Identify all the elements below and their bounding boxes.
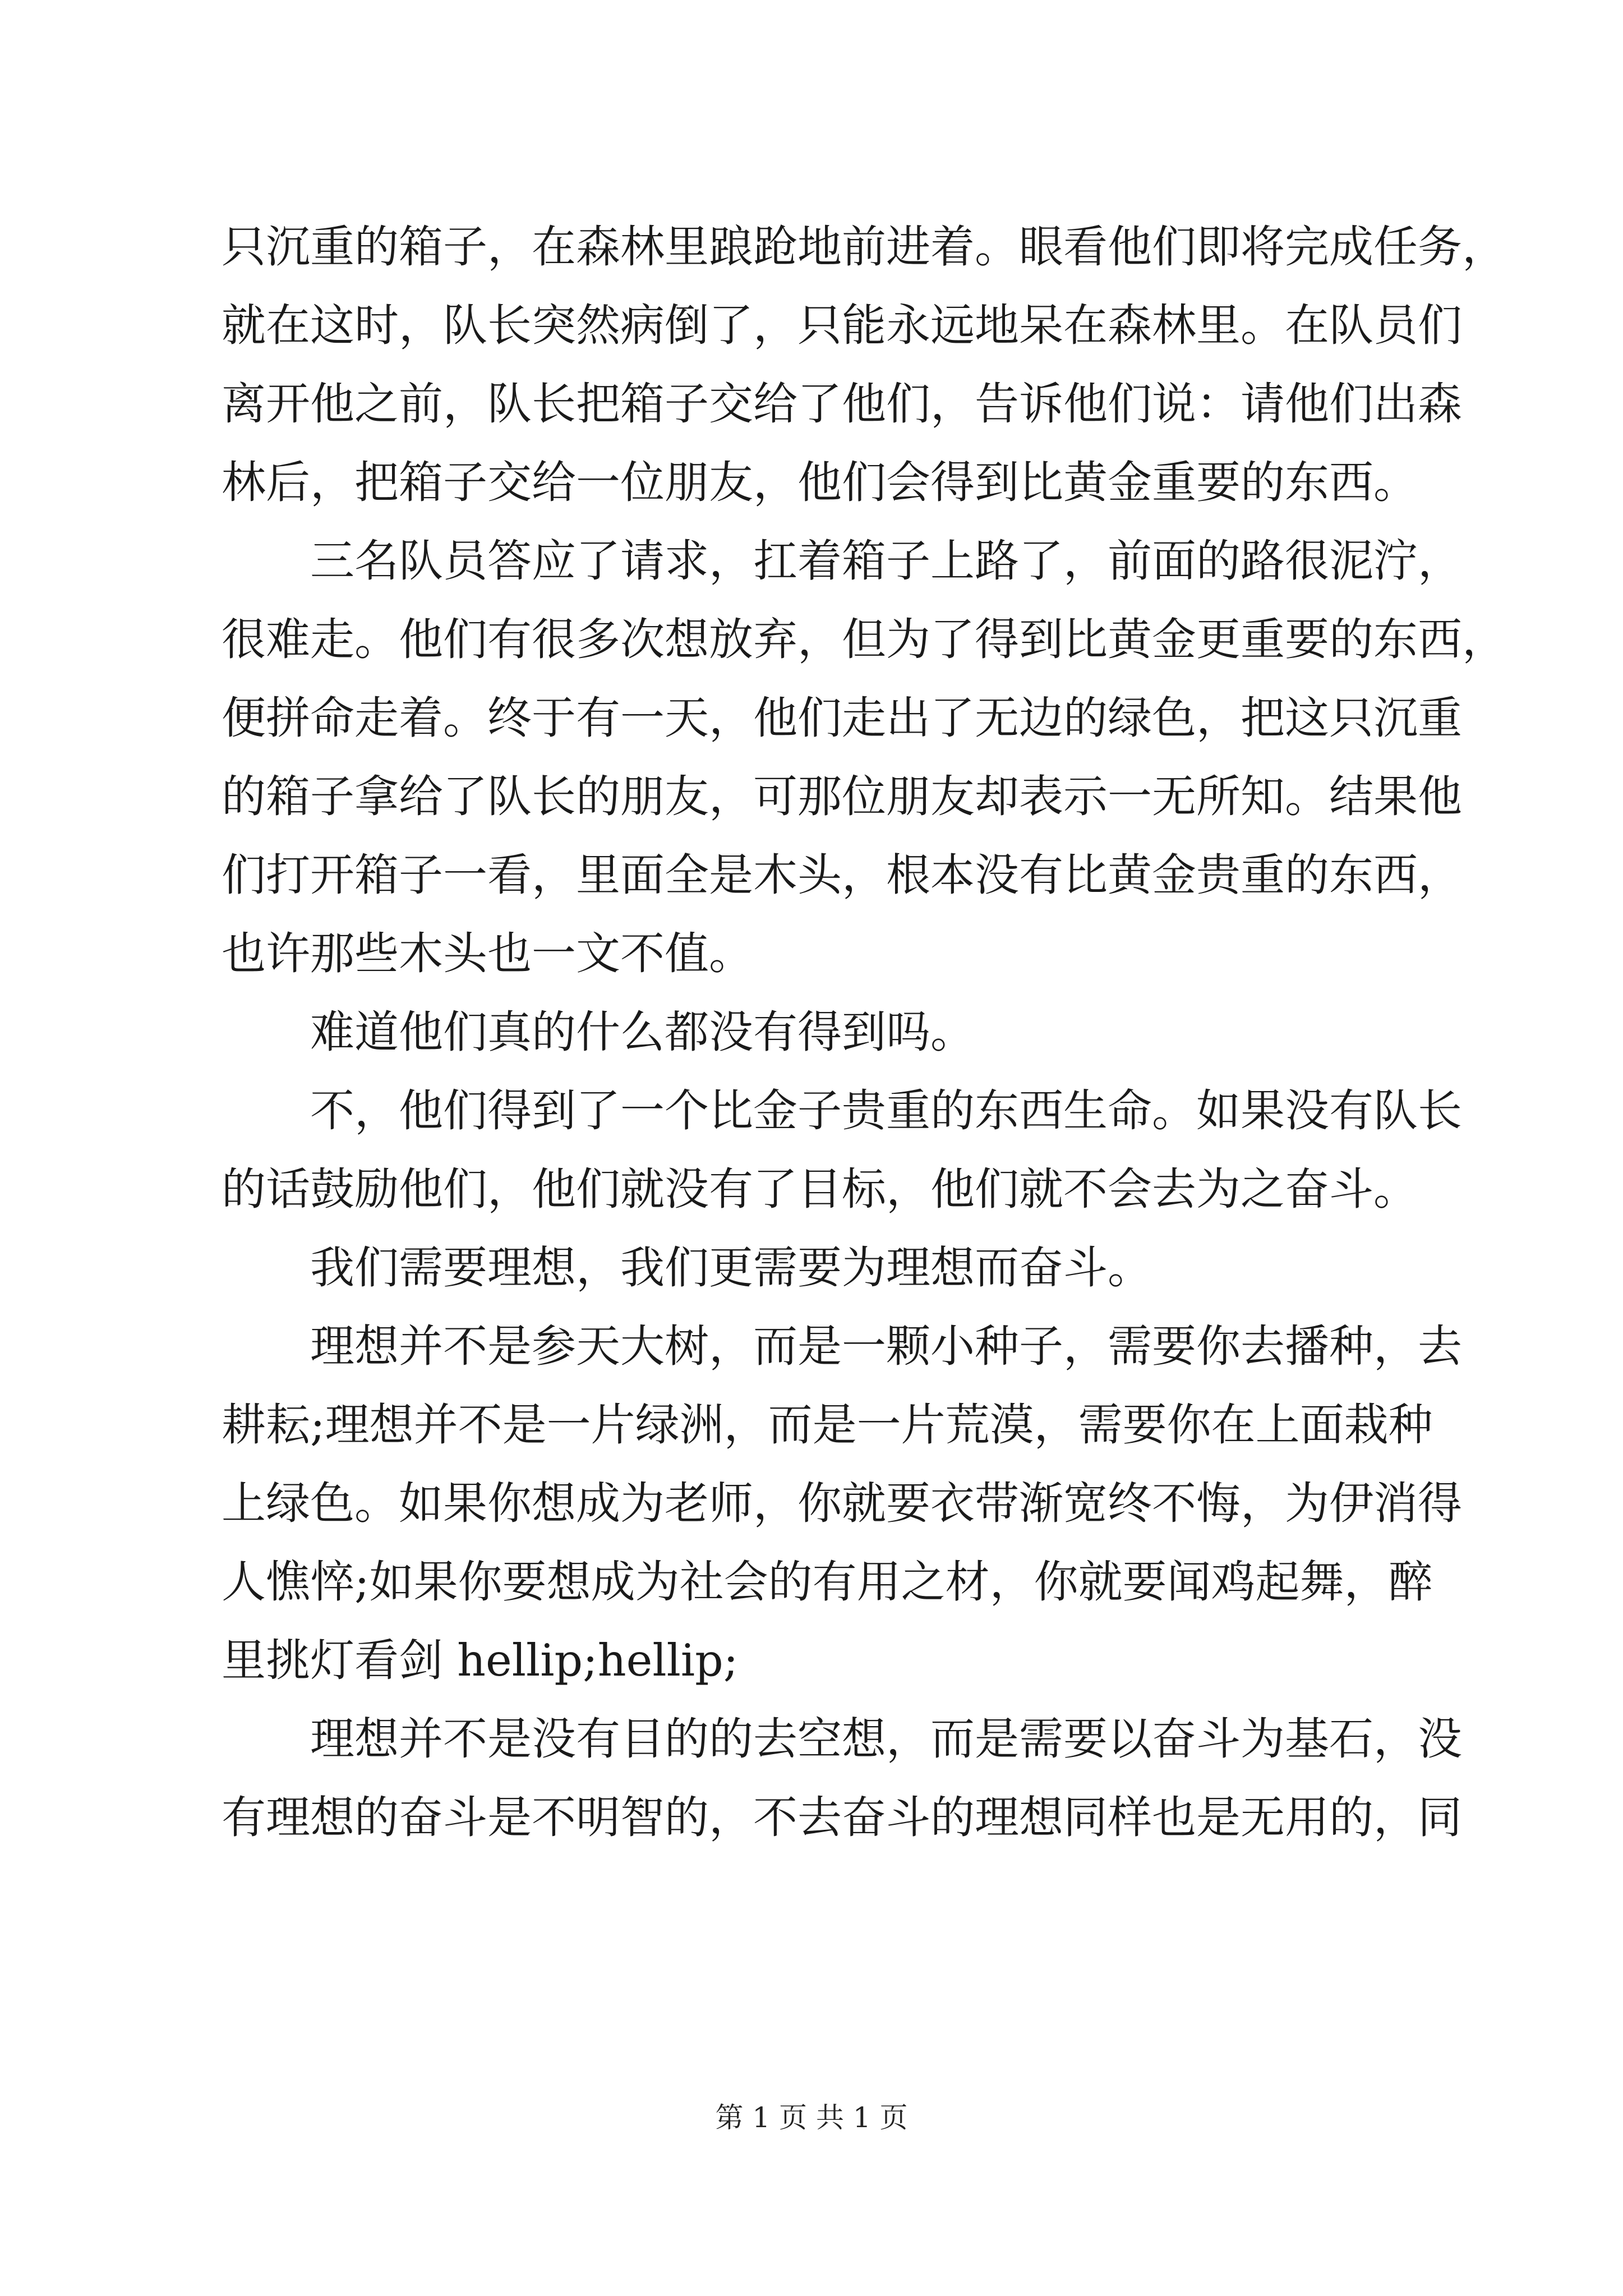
text-line: 的箱子拿给了队长的朋友，可那位朋友却表示一无所知。结果他: [222, 771, 1462, 822]
text-line: 便拼命走着。终于有一天，他们走出了无边的绿色，把这只沉重: [222, 692, 1462, 744]
text-line: 很难走。他们有很多次想放弃，但为了得到比黄金更重要的东西，: [222, 614, 1506, 665]
text-line: 就在这时，队长突然病倒了，只能永远地呆在森林里。在队员们: [222, 300, 1462, 351]
text-line: 有理想的奋斗是不明智的，不去奋斗的理想同样也是无用的，同: [222, 1792, 1462, 1843]
text-line: 的话鼓励他们，他们就没有了目标，他们就不会去为之奋斗。: [222, 1163, 1418, 1215]
paragraph-first-line: 三名队员答应了请求，扛着箱子上路了，前面的路很泥泞，: [310, 535, 1462, 587]
text-line: 上绿色。如果你想成为老师，你就要衣带渐宽终不悔，为伊消得: [222, 1478, 1462, 1529]
paragraph-first-line: 我们需要理想，我们更需要为理想而奋斗。: [310, 1242, 1152, 1294]
text-line: 们打开箱子一看，里面全是木头，根本没有比黄金贵重的东西，: [222, 849, 1462, 901]
text-line: 也许那些木头也一文不值。: [222, 928, 753, 979]
text-line: 人憔悴;如果你要想成为社会的有用之材，你就要闻鸡起舞，醉: [222, 1556, 1433, 1608]
document-body: [222, 208, 1506, 1857]
page-number-label: 第 1 页 共 1 页: [715, 2101, 908, 2134]
text-line: 只沉重的箱子，在森林里踉跄地前进着。眼看他们即将完成任务，: [222, 221, 1506, 273]
page-footer: [0, 2101, 1623, 2134]
text-line: 里挑灯看剑 hellip;hellip;: [222, 1635, 739, 1686]
paragraph-first-line: 理想并不是参天大树，而是一颗小种子，需要你去播种，去: [310, 1320, 1462, 1372]
paragraph-first-line: 不，他们得到了一个比金子贵重的东西生命。如果没有队长: [310, 1085, 1462, 1137]
paragraph-first-line: 难道他们真的什么都没有得到吗。: [310, 1006, 975, 1058]
text-line: 离开他之前，队长把箱子交给了他们，告诉他们说：请他们出森: [222, 378, 1462, 430]
paragraph-first-line: 理想并不是没有目的的去空想，而是需要以奋斗为基石，没: [310, 1713, 1462, 1765]
text-line: 林后，把箱子交给一位朋友，他们会得到比黄金重要的东西。: [222, 457, 1418, 508]
text-line: 耕耘;理想并不是一片绿洲，而是一片荒漠，需要你在上面栽种: [222, 1399, 1433, 1451]
